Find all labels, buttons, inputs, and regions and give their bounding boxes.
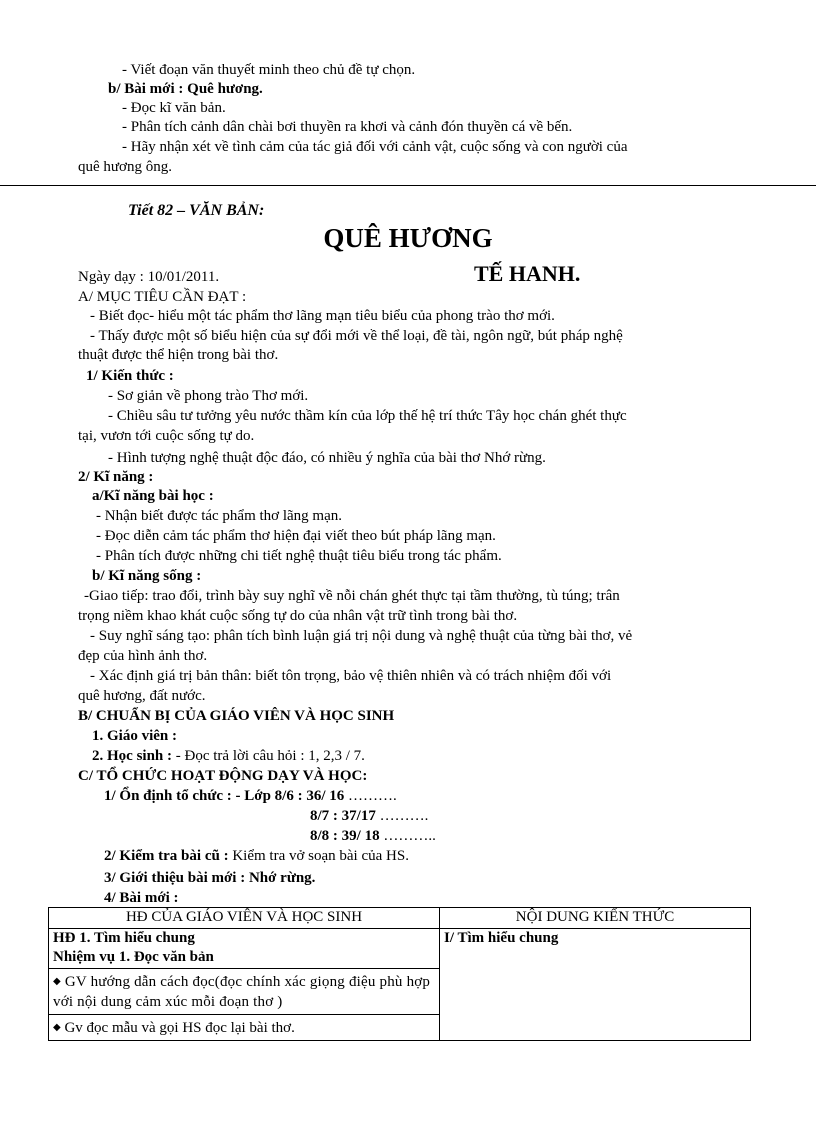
prep-line-4b: quê hương ông. [78,159,172,175]
col2-header: NỘI DUNG KIẾN THỨC [440,908,751,929]
lesson-skill-3: - Phân tích được những chi tiết nghệ thuật tiêu biểu trong tác phẩm. [96,548,502,564]
period-label: Tiết 82 – VĂN BẢN: [128,202,265,219]
knowledge-1: - Sơ giản về phong trào Thơ mới. [108,388,309,404]
student-line [92,747,365,765]
objective-1: - Biết đọc- hiểu một tác phẩm thơ lãng mạn tiêu biểu của phong trào thơ mới. [90,308,555,324]
teaching-date: Ngày dạy : 10/01/2011. [78,269,220,285]
bullet-1-text: GV hướng dẫn cách đọc(đọc chính xác giọng điệu phù hợp với nội dung cảm xúc mỗi đoạn thơ ) [53,974,431,1010]
bullet-2-text: Gv đọc mẫu và gọi HS đọc lại bài thơ. [64,1020,295,1036]
life-skill-3b: quê hương, đất nước. [78,688,206,704]
bullet-2 [53,1015,435,1040]
table-header-row [49,908,751,929]
objective-2a: - Thấy được một số biểu hiện của sự đổi mới về thể loại, đề tài, ngôn ngữ, bút pháp nghệ [90,328,623,344]
life-skill-2a: - Suy nghĩ sáng tạo: phân tích bình luận giá trị nội dung và nghệ thuật của từng bài thơ, vẻ [90,628,633,644]
student-text: - Đọc trả lời câu hỏi : 1, 2,3 / 7. [172,748,365,764]
life-skill-2b: đẹp của hình ảnh thơ. [78,648,208,664]
life-skill-1a: -Giao tiếp: trao đổi, trình bày suy nghĩ về nỗi chán ghét thực tại tầm thường, tù túng; trân [84,588,620,604]
content-title: I/ Tìm hiểu chung [444,930,559,946]
class-8-7: 8/7 : 37/17 [310,808,376,824]
lesson-skill-1: - Nhận biết được tác phẩm thơ lãng mạn. [96,508,343,524]
knowledge-heading: 1/ Kiến thức : [86,368,174,384]
teacher-label: 1. Giáo viên : [92,728,177,744]
diamond-bullet-icon: ◆ [53,976,61,987]
section-c-heading: C/ TỔ CHỨC HOẠT ĐỘNG DẠY VÀ HỌC: [78,768,368,784]
class-8-8: 8/8 : 39/ 18 [310,828,380,844]
objective-2b: thuật được thể hiện trong bài thơ. [78,347,279,363]
section-a-heading: A/ MỤC TIÊU CẦN ĐẠT : [78,289,247,305]
prep-line-2: - Đọc kĩ văn bản. [122,100,226,116]
knowledge-2a: - Chiều sâu tư tưởng yêu nước thầm kín của lớp thế hệ trí thức Tây học chán ghét thực [108,408,627,424]
org-label: 1/ Ổn định tổ chức : - Lớp 8/6 : 36/ 16 [104,788,345,804]
life-skill-3a: - Xác định giá trị bản thân: biết tôn trọng, bảo vệ thiên nhiên và có trách nhiệm đối với [90,668,612,684]
table-row [49,929,751,1041]
class-8-7-dots: ………. [375,808,429,824]
activity-cell [49,929,440,1041]
life-skills-heading: b/ Kĩ năng sống : [92,568,202,584]
col1-header: HĐ CỦA GIÁO VIÊN VÀ HỌC SINH [49,908,440,929]
org-line [104,787,397,805]
knowledge-3: - Hình tượng nghệ thuật độc đáo, có nhiều ý nghĩa của bài thơ Nhớ rừng. [108,450,546,466]
activity-title: HĐ 1. Tìm hiểu chung [53,930,195,946]
diamond-bullet-icon: ◆ [53,1022,61,1033]
class-8-8-dots: ……….. [379,828,436,844]
new-lesson-label: b/ Bài mới : Quê hương. [108,81,263,97]
lesson-skills-heading: a/Kĩ năng bài học : [92,488,214,504]
section-b-heading: B/ CHUẨN BỊ CỦA GIÁO VIÊN VÀ HỌC SINH [78,708,395,724]
intro-line: 3/ Giới thiệu bài mới : Nhớ rừng. [104,870,316,886]
knowledge-2b: tại, vươn tới cuộc sống tự do. [78,428,255,444]
skills-heading: 2/ Kĩ năng : [78,469,154,485]
class-8-7-line [310,807,428,825]
class-8-8-line [310,827,436,845]
task-title: Nhiệm vụ 1. Đọc văn bản [49,948,439,969]
page-title: QUÊ HƯƠNG [323,223,493,253]
author-name: TẾ HANH. [474,261,581,286]
prep-line-3: - Phân tích cảnh dân chài bơi thuyền ra khơi và cảnh đón thuyền cá về bến. [122,119,573,135]
check-label: 2/ Kiểm tra bài cũ : [104,848,229,864]
separator-line [0,185,816,186]
lesson-table [48,907,751,1041]
prep-line-4a: - Hãy nhận xét về tình cảm của tác giả đối với cảnh vật, cuộc sống và con người của [122,139,628,155]
prep-line-1: - Viết đoạn văn thuyết minh theo chủ đề tự chọn. [122,62,416,78]
check-text: Kiểm tra vở soạn bài của HS. [228,848,409,864]
org-dots-1: ………. [344,788,397,804]
check-line [104,847,409,865]
lesson-skill-2: - Đọc diễn cảm tác phẩm thơ hiện đại viết theo bút pháp lãng mạn. [96,528,496,544]
content-cell [440,929,751,1041]
life-skill-1b: trọng niềm khao khát cuộc sống tự do của nhân vật trữ tình trong bài thơ. [78,608,518,624]
bullet-1 [49,969,439,1015]
new-lesson-line: 4/ Bài mới : [104,890,179,906]
student-label: 2. Học sinh : [92,748,173,764]
